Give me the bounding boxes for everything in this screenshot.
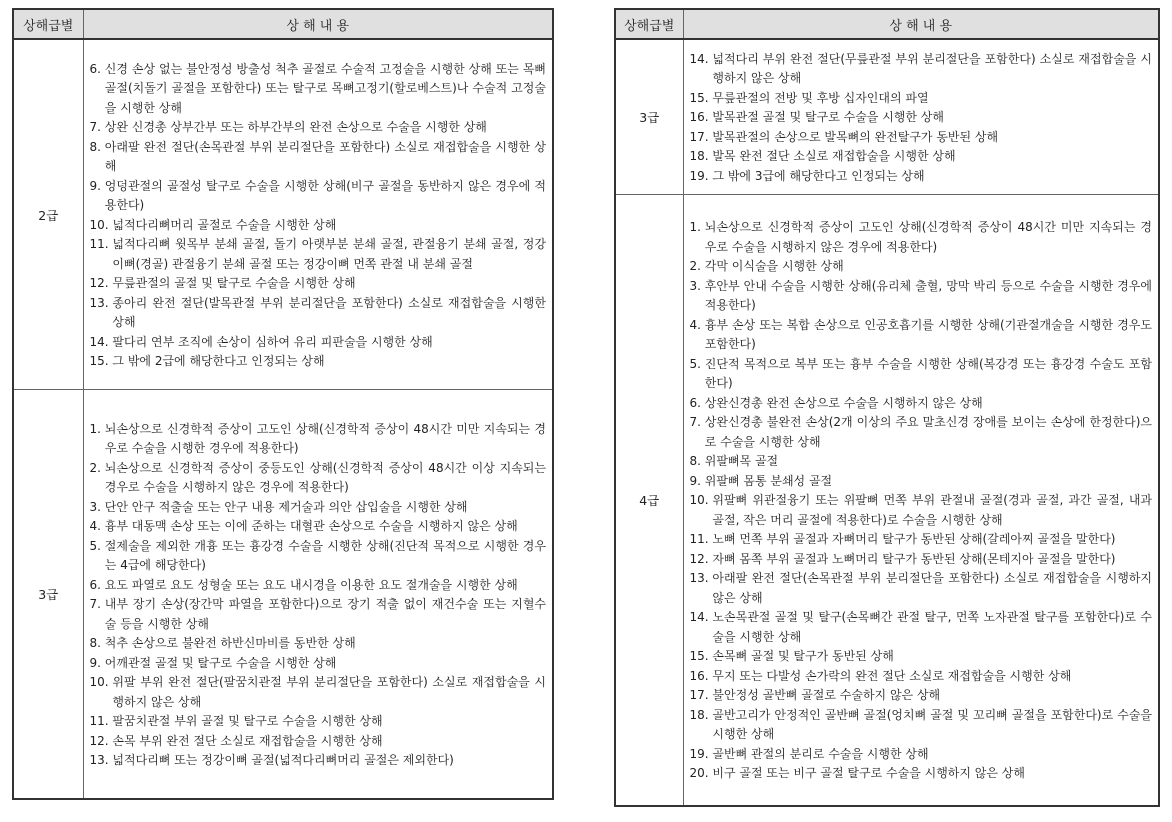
list-item: [690, 218, 1153, 257]
item-number: 3.: [89, 499, 101, 514]
item-number: 12.: [89, 733, 109, 748]
item-number: 6.: [89, 577, 101, 592]
item-number: 15.: [689, 649, 709, 664]
list-item: [690, 550, 1153, 570]
list-item: [90, 352, 547, 372]
item-text: 위팔뼈 몸통 분쇄성 골절: [704, 473, 833, 488]
item-number: 5.: [689, 356, 701, 371]
item-number: 16.: [689, 110, 709, 125]
item-number: 6.: [689, 395, 701, 410]
list-item: [90, 235, 547, 274]
list-item: [690, 686, 1153, 706]
item-text: 무릎관절의 골절 및 탈구로 수술을 시행한 상해: [112, 276, 356, 290]
item-text: 뇌손상으로 신경학적 증상이 고도인 상해(신경학적 증상이 48시간 미만 지속되는 경우로 수술을 시행하지 않은 경우에 적용한다): [704, 220, 1152, 254]
item-text: 신경 손상 없는 불안정성 방출성 척추 골절로 수술적 고정술을 시행한 상해 또는 목뼈 골절(치돌기 골절을 포함한다) 또는 탈구로 목뼈고정기(할로베스트)나 수술적 고정술을 시행한 상해: [104, 61, 546, 115]
list-item: [90, 751, 547, 771]
item-number: 19.: [689, 168, 709, 183]
list-item: [90, 634, 547, 654]
list-item: [690, 257, 1153, 277]
list-item: [690, 647, 1153, 667]
item-text: 후안부 안내 수술을 시행한 상해(유리체 출혈, 망막 박리 등으로 수술을 시행한 경우에 적용한다): [704, 278, 1152, 313]
list-item: [690, 147, 1153, 167]
list-item: [90, 274, 547, 294]
item-number: 17.: [689, 688, 709, 703]
item-number: 17.: [689, 129, 709, 144]
item-text: 위팔 부위 완전 절단(팔꿈치관절 부위 분리절단을 포함한다) 소실로 재접합술을 시행하지 않은 상해: [112, 675, 546, 709]
list-item: [90, 459, 547, 498]
item-text: 노뼈 먼쪽 부위 골절과 자뼈머리 탈구가 동반된 상해(갈레아찌 골절을 말한다): [712, 532, 1116, 547]
item-number: 11.: [89, 714, 109, 728]
item-number: 14.: [89, 334, 109, 349]
item-number: 9.: [89, 655, 101, 670]
item-text: 흉부 손상 또는 복합 손상으로 인공호흡기를 시행한 상해(기관절개술을 시행한 경우도 포함한다): [704, 317, 1152, 352]
item-number: 7.: [89, 120, 101, 134]
header-grade: 상해급별: [13, 9, 83, 39]
item-number: 10.: [89, 217, 109, 232]
item-text: 어깨관절 골절 및 탈구로 수술을 시행한 상해: [104, 655, 337, 670]
item-number: 18.: [689, 149, 709, 164]
item-number: 2.: [89, 460, 101, 475]
item-text: 종아리 완전 절단(발목관절 부위 분리절단을 포함한다) 소실로 재접합술을 시행한 상해: [112, 295, 546, 329]
item-text: 흉부 대동맥 손상 또는 이에 준하는 대혈관 손상으로 수술을 시행하지 않은 상해: [104, 519, 518, 533]
item-text: 노손목관절 골절 및 탈구(손목뼈간 관절 탈구, 먼쪽 노자관절 탈구를 포함한다)로 수술을 시행한 상해: [712, 610, 1152, 644]
list-item: [90, 712, 547, 732]
item-text: 골반고리가 안정적인 골반뼈 골절(엉치뼈 골절 및 꼬리뼈 골절을 포함한다)로 수술을 시행한 상해: [712, 707, 1152, 742]
list-item: [90, 732, 547, 752]
item-number: 11.: [689, 532, 709, 547]
list-item: [690, 764, 1153, 784]
item-text: 아래팔 완전 절단(손목관절 부위 분리절단을 포함한다) 소실로 재접합술을 시행하지 않은 상해: [712, 571, 1152, 605]
list-item: [690, 745, 1153, 765]
item-text: 넓적다리뼈 윗목부 분쇄 골절, 돌기 아랫부분 분쇄 골절, 관절융기 분쇄 골절, 정강이뼈(경골) 관절융기 분쇄 골절 또는 정강이뼈 먼쪽 관절 내 분쇄 골절: [112, 237, 546, 271]
item-text: 위팔뼈 위관절융기 또는 위팔뼈 먼쪽 부위 관절내 골절(경과 골절, 과간 골절, 내과 골절, 작은 머리 골절에 적용한다)로 수술을 시행한 상해: [712, 493, 1152, 527]
list-item: [90, 138, 547, 177]
grade-cell: 3급: [615, 39, 683, 195]
item-text: 손목뼈 골절 및 탈구가 동반된 상해: [712, 649, 894, 664]
item-number: 16.: [689, 668, 709, 683]
item-number: 7.: [89, 597, 101, 611]
item-number: 3.: [689, 278, 701, 293]
item-number: 2.: [689, 259, 701, 274]
item-text: 그 밖에 2급에 해당한다고 인정되는 상해: [112, 354, 325, 368]
list-item: [690, 413, 1153, 452]
item-text: 손목 부위 완전 절단 소실로 재접합술을 시행한 상해: [112, 733, 383, 748]
item-text: 아래팔 완전 절단(손목관절 부위 분리절단을 포함한다) 소실로 재접합술을 시행한 상해: [104, 139, 546, 173]
list-item: [690, 530, 1153, 550]
item-text: 각막 이식술을 시행한 상해: [704, 259, 844, 274]
list-item: [90, 673, 547, 712]
injury-grade-table-right: [614, 8, 1160, 807]
list-item: [90, 498, 547, 518]
item-number: 14.: [689, 51, 709, 66]
item-number: 18.: [689, 707, 709, 722]
item-text: 팔꿈치관절 부위 골절 및 탈구로 수술을 시행한 상해: [112, 714, 383, 728]
item-text: 상완신경총 불완전 손상(2개 이상의 주요 말초신경 장애를 보이는 손상에 한정한다)으로 수술을 시행한 상해: [704, 415, 1152, 449]
grade-cell: 3급: [13, 390, 83, 800]
table-row: [13, 390, 553, 800]
item-number: 12.: [89, 276, 109, 290]
table-row: [615, 39, 1159, 195]
header-content: 상 해 내 용: [683, 9, 1159, 39]
item-number: 9.: [689, 473, 701, 488]
item-number: 8.: [689, 454, 701, 469]
item-text: 단안 안구 적출술 또는 안구 내용 제거술과 의안 삽입술을 시행한 상해: [104, 499, 468, 514]
list-item: [90, 537, 547, 576]
item-number: 20.: [689, 766, 709, 781]
item-number: 13.: [89, 753, 109, 767]
list-item: [690, 128, 1153, 148]
item-number: 1.: [689, 220, 701, 235]
item-number: 15.: [689, 90, 709, 105]
item-text: 넓적다리뼈머리 골절로 수술을 시행한 상해: [112, 217, 337, 232]
item-number: 8.: [89, 139, 101, 154]
list-item: [690, 316, 1153, 355]
item-number: 12.: [689, 551, 709, 566]
table-row: [13, 39, 553, 390]
list-item: [90, 333, 547, 353]
list-item: [90, 517, 547, 537]
grade-cell: 4급: [615, 195, 683, 807]
list-item: [690, 355, 1153, 394]
item-text: 엉덩관절의 골절성 탈구로 수술을 시행한 상해(비구 골절을 동반하지 않은 경우에 적용한다): [104, 178, 546, 212]
list-item: [690, 167, 1153, 187]
list-item: [690, 569, 1153, 608]
item-number: 15.: [89, 354, 109, 368]
item-text: 발목 완전 절단 소실로 재접합술을 시행한 상해: [712, 149, 956, 164]
item-number: 13.: [89, 295, 109, 310]
table-row: [615, 195, 1159, 807]
item-text: 요도 파열로 요도 성형술 또는 요도 내시경을 이용한 요도 절개술을 시행한 상해: [104, 577, 518, 592]
item-text: 상완 신경총 상부간부 또는 하부간부의 완전 손상으로 수술을 시행한 상해: [104, 120, 487, 134]
list-item: [90, 60, 547, 119]
content-cell: [83, 390, 553, 800]
list-item: [690, 667, 1153, 687]
item-number: 7.: [689, 415, 701, 430]
item-number: 10.: [89, 675, 109, 689]
item-number: 9.: [89, 178, 101, 193]
item-text: 그 밖에 3급에 해당한다고 인정되는 상해: [712, 168, 925, 183]
content-cell: [683, 39, 1159, 195]
header-content: 상 해 내 용: [83, 9, 553, 39]
item-text: 넓적다리뼈 또는 정강이뼈 골절(넓적다리뼈머리 골절은 제외한다): [112, 753, 454, 767]
item-number: 4.: [689, 317, 701, 332]
item-text: 진단적 목적으로 복부 또는 흉부 수술을 시행한 상해(복강경 또는 흉강경 수술도 포함한다): [704, 356, 1152, 391]
list-item: [90, 654, 547, 674]
header-grade: 상해급별: [615, 9, 683, 39]
item-text: 뇌손상으로 신경학적 증상이 고도인 상해(신경학적 증상이 48시간 미만 지속되는 경우로 수술을 시행한 경우에 적용한다): [104, 421, 546, 455]
item-text: 자뼈 몸쪽 부위 골절과 노뼈머리 탈구가 동반된 상해(몬테지아 골절을 말한다): [712, 551, 1116, 566]
item-text: 절제술을 제외한 개흉 또는 흉강경 수술을 시행한 상해(진단적 목적으로 시행한 경우는 4급에 해당한다): [104, 538, 546, 572]
item-text: 넓적다리 부위 완전 절단(무릎관절 부위 분리절단을 포함한다) 소실로 재접합술을 시행하지 않은 상해: [712, 51, 1152, 86]
list-item: [90, 216, 547, 236]
item-number: 1.: [89, 421, 101, 436]
list-item: [690, 108, 1153, 128]
list-item: [90, 294, 547, 333]
list-item: [690, 472, 1153, 492]
list-item: [690, 50, 1153, 89]
list-item: [690, 491, 1153, 530]
item-number: 19.: [689, 746, 709, 761]
item-text: 무지 또는 다발성 손가락의 완전 절단 소실로 재접합술을 시행한 상해: [712, 668, 1072, 683]
list-item: [90, 420, 547, 459]
table-header-row: [13, 9, 553, 39]
item-text: 무릎관절의 전방 및 후방 십자인대의 파열: [712, 90, 929, 105]
list-item: [690, 608, 1153, 647]
item-text: 상완신경총 완전 손상으로 수술을 시행하지 않은 상해: [704, 395, 983, 410]
list-item: [690, 277, 1153, 316]
item-number: 13.: [689, 571, 709, 586]
item-number: 5.: [89, 538, 101, 553]
table-header-row: [615, 9, 1159, 39]
item-text: 위팔뼈목 골절: [704, 454, 779, 469]
list-item: [690, 394, 1153, 414]
item-number: 10.: [689, 493, 709, 508]
item-number: 11.: [89, 237, 109, 251]
item-text: 발목관절 골절 및 탈구로 수술을 시행한 상해: [712, 110, 944, 125]
item-text: 내부 장기 손상(장간막 파열을 포함한다)으로 장기 적출 없이 재건수술 또는 지혈수술 등을 시행한 상해: [104, 597, 546, 631]
list-item: [90, 118, 547, 138]
list-item: [690, 452, 1153, 472]
item-text: 골반뼈 관절의 분리로 수술을 시행한 상해: [712, 746, 929, 761]
item-number: 14.: [689, 610, 709, 625]
item-number: 4.: [89, 519, 101, 533]
list-item: [90, 177, 547, 216]
content-cell: [83, 39, 553, 390]
item-text: 비구 골절 또는 비구 골절 탈구로 수술을 시행하지 않은 상해: [712, 766, 1025, 781]
item-text: 불안정성 골반뼈 골절로 수술하지 않은 상해: [712, 688, 941, 703]
list-item: [90, 595, 547, 634]
item-number: 6.: [89, 61, 101, 76]
item-text: 척추 손상으로 불완전 하반신마비를 동반한 상해: [104, 636, 356, 650]
list-item: [90, 576, 547, 596]
item-text: 뇌손상으로 신경학적 증상이 중등도인 상해(신경학적 증상이 48시간 이상 지속되는 경우로 수술을 시행하지 않은 경우에 적용한다): [104, 460, 546, 494]
injury-grade-table-left: [12, 8, 554, 800]
grade-cell: 2급: [13, 39, 83, 390]
content-cell: [683, 195, 1159, 807]
list-item: [690, 706, 1153, 745]
item-text: 팔다리 연부 조직에 손상이 심하여 유리 피판술을 시행한 상해: [112, 334, 433, 349]
list-item: [690, 89, 1153, 109]
item-number: 8.: [89, 636, 101, 650]
item-text: 발목관절의 손상으로 발목뼈의 완전탈구가 동반된 상해: [712, 129, 999, 144]
